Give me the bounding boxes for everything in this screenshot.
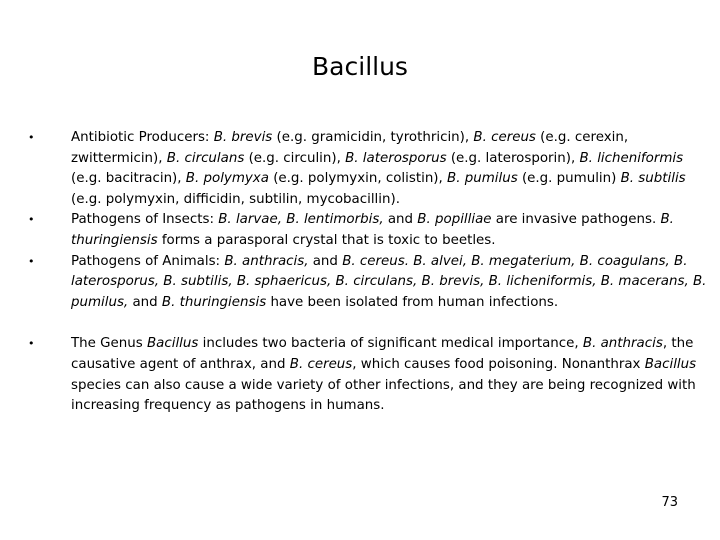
species-name: B. anthracis, (224, 253, 309, 269)
species-name: B. anthracis (582, 336, 663, 352)
species-name: B. circulans (166, 150, 245, 166)
bullet-item (28, 334, 708, 416)
bullet-text: Pathogens of Animals: (71, 253, 225, 269)
species-name: B. larvae, B. lentimorbis, (218, 212, 384, 228)
species-name: B. pumilus (447, 171, 518, 187)
bullet-dot-icon: • (28, 213, 35, 227)
species-name: B. cereus (473, 130, 536, 145)
species-name: Bacillus (644, 356, 697, 372)
species-name: B. subtilis (620, 171, 686, 187)
bullet-text: (e.g. pumulin) (517, 171, 621, 187)
bullet-text: have been isolated from human infections. (266, 294, 559, 310)
bullet-text: The Genus (71, 336, 147, 352)
bullet-text: and (308, 253, 343, 269)
bullet-item (28, 128, 708, 210)
species-name: B. thuringiensis (71, 212, 674, 248)
bullet-text: are invasive pathogens. (491, 212, 661, 228)
bullet-list (28, 128, 708, 417)
species-name: B. cereus. B. alvei, B. megaterium, B. coagulans, B. laterosporus, B. subtilis, B. sphaericus, B. circulans, B. brevis, B. licheniformis, B. macerans, B. pumilus, (71, 253, 707, 310)
bullet-dot-icon: • (28, 131, 35, 144)
bullet-dot-icon: • (28, 337, 35, 351)
species-name: B. popilliae (417, 212, 492, 228)
bullet-text: , the causative agent of anthrax, and (71, 336, 694, 372)
bullet-text: (e.g. cerexin, zwittermicin), (71, 130, 629, 166)
species-name: Bacillus (146, 336, 199, 352)
species-name: B. licheniformis (579, 150, 684, 166)
slide-number: 73 (661, 495, 678, 510)
species-name: B. cereus (289, 356, 353, 372)
bullet-item (28, 210, 708, 251)
bullet-text: (e.g. circulin), (244, 150, 346, 166)
species-name: B. brevis (213, 130, 273, 145)
bullet-text: (e.g. laterosporin), (446, 150, 580, 166)
bullet-text: (e.g. polymyxin, colistin), (268, 171, 448, 187)
bullet-text: Pathogens of Insects: (71, 212, 219, 228)
bullet-text: Antibiotic Producers: (71, 130, 214, 145)
bullet-text: includes two bacteria of significant medical importance, (198, 336, 583, 352)
bullet-text: forms a parasporal crystal that is toxic to beetles. (157, 232, 496, 248)
species-name: B. laterosporus (345, 150, 447, 166)
bullet-item (28, 252, 708, 314)
species-name: B. thuringiensis (161, 294, 267, 310)
bullet-text: species can also cause a wide variety of other infections, and they are being recognized with increasing frequency as pathogens in humans. (71, 377, 696, 414)
species-name: B. polymyxa (185, 171, 269, 187)
bullet-text: (e.g. polymyxin, difficidin, subtilin, mycobacillin). (71, 191, 400, 207)
bullet-text: and (128, 294, 162, 310)
bullet-dot-icon: • (28, 254, 35, 268)
bullet-text: (e.g. bacitracin), (71, 171, 186, 187)
slide-title: Bacillus (312, 52, 408, 81)
bullet-text: , which causes food poisoning. Nonanthrax (352, 356, 645, 372)
bullet-text: (e.g. gramicidin, tyrothricin), (272, 130, 474, 145)
bullet-text: and (383, 212, 418, 228)
